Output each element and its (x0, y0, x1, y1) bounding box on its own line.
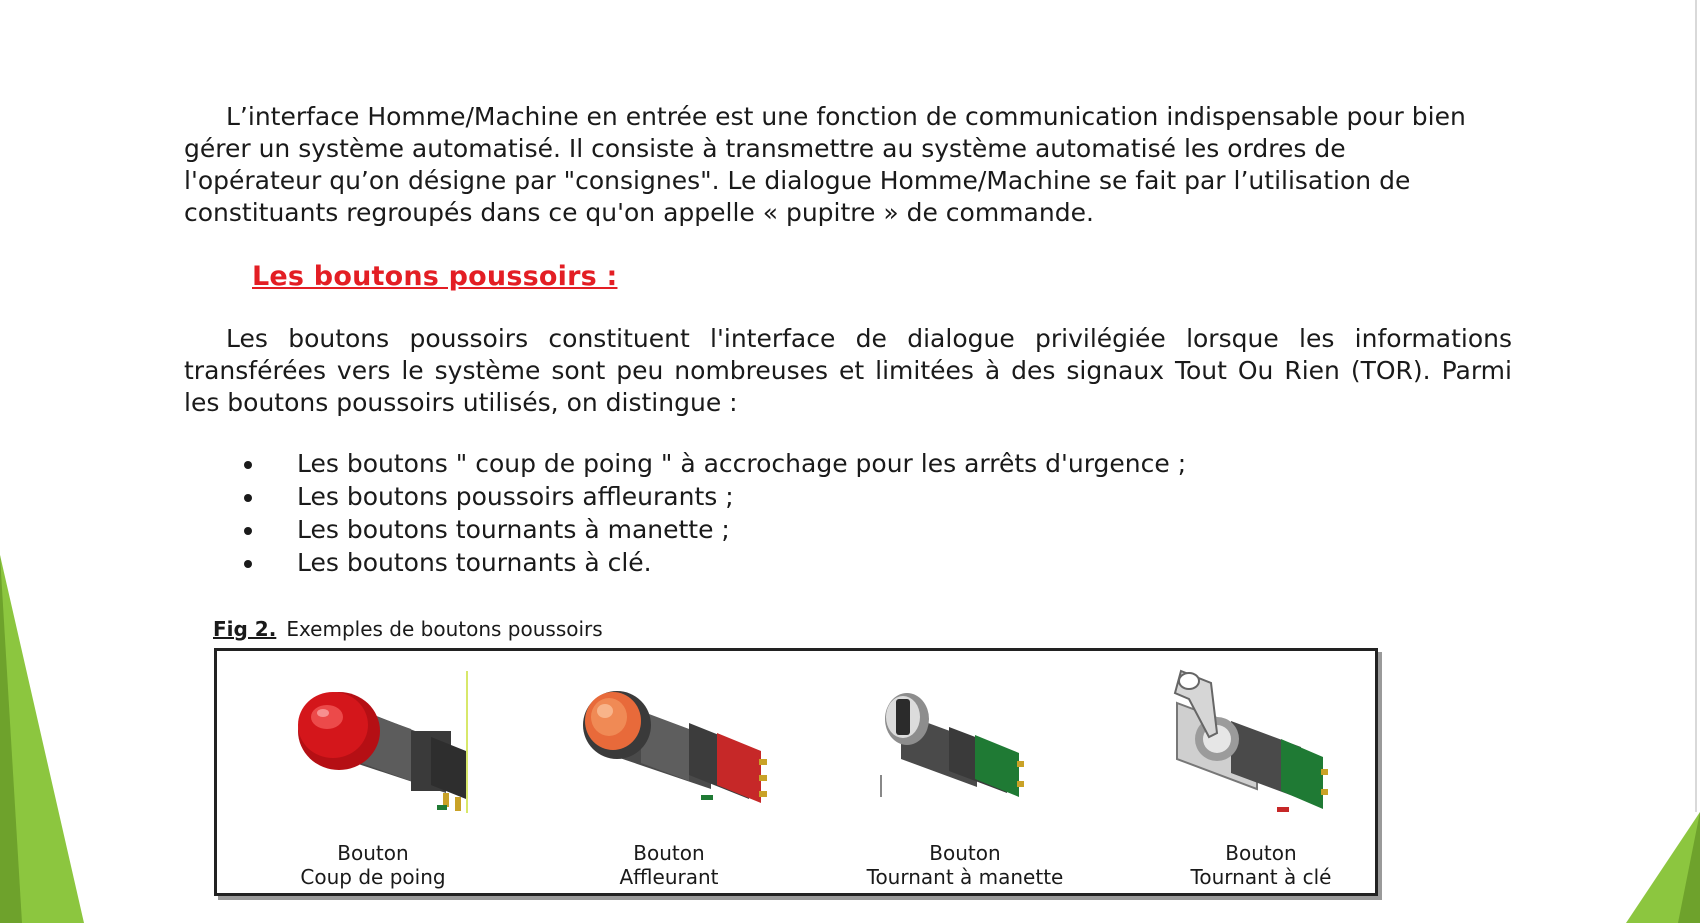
bullet-icon (244, 560, 252, 568)
left-green-wedge-decoration (0, 0, 90, 923)
list-item-text: Les boutons poussoirs affleurants ; (297, 482, 734, 511)
list-item (240, 546, 1186, 579)
list-item-text: Les boutons " coup de poing " à accrochage pour les arrêts d'urgence ; (297, 449, 1187, 478)
list-item-text: Les boutons tournants à clé. (297, 548, 652, 577)
intro-paragraph (184, 101, 1514, 229)
intro-line: L’interface Homme/Machine en entrée est une fonction de communication indispensable pour bien (226, 102, 1466, 131)
figure-number: Fig 2. (213, 617, 277, 641)
figure-box (214, 648, 1378, 896)
list-item (240, 447, 1186, 480)
figure-item-affleurant (561, 651, 801, 891)
figure-item-label-line2: Coup de poing (300, 865, 446, 889)
figure-item-label (549, 841, 789, 889)
list-item (240, 480, 1186, 513)
figure-item-label-line1: Bouton (929, 841, 1001, 865)
bullet-icon (244, 527, 252, 535)
section-line: les boutons poussoirs utilisés, on distingue : (184, 388, 738, 417)
figure-item-label (845, 841, 1085, 889)
intro-line: constituants regroupés dans ce qu'on appelle « pupitre » de commande. (184, 198, 1094, 227)
figure-item-label-line1: Bouton (633, 841, 705, 865)
figure-item-label-line2: Tournant à clé (1190, 865, 1332, 889)
figure-item-label-line2: Tournant à manette (866, 865, 1064, 889)
section-line: transférées vers le système sont peu nombreuses et limitées à des signaux Tout Ou Rien (TOR). Parmi (184, 356, 1512, 385)
figure-item-label (1141, 841, 1381, 889)
list-item (240, 513, 1186, 546)
bullet-icon (244, 461, 252, 469)
list-item-text: Les boutons tournants à manette ; (297, 515, 730, 544)
flush-pushbutton-icon (561, 663, 801, 833)
figure-item-label-line1: Bouton (1225, 841, 1297, 865)
emergency-stop-button-icon (261, 663, 501, 833)
bullet-icon (244, 494, 252, 502)
figure-caption-text: Exemples de boutons poussoirs (286, 617, 603, 641)
figure-caption (213, 617, 603, 641)
key-switch-icon (1131, 663, 1371, 833)
figure-item-tournant-cle (1131, 651, 1371, 891)
section-line: Les boutons poussoirs constituent l'interface de dialogue privilégiée lorsque les informations (226, 324, 1512, 353)
right-edge-line-decoration (1688, 0, 1700, 923)
figure-item-label (253, 841, 493, 889)
figure-item-tournant-manette (837, 651, 1077, 891)
intro-line: l'opérateur qu’on désigne par "consignes". Le dialogue Homme/Machine se fait par l’utilisation de (184, 166, 1411, 195)
figure-item-label-line1: Bouton (337, 841, 409, 865)
figure-item-coup-de-poing (261, 651, 501, 891)
section-heading: Les boutons poussoirs : (252, 261, 618, 292)
intro-line: gérer un système automatisé. Il consiste à transmettre au système automatisé les ordres de (184, 134, 1346, 163)
figure-item-label-line2: Affleurant (619, 865, 719, 889)
selector-switch-icon (837, 663, 1077, 833)
section-paragraph (184, 323, 1512, 419)
bullet-list (240, 447, 1186, 579)
